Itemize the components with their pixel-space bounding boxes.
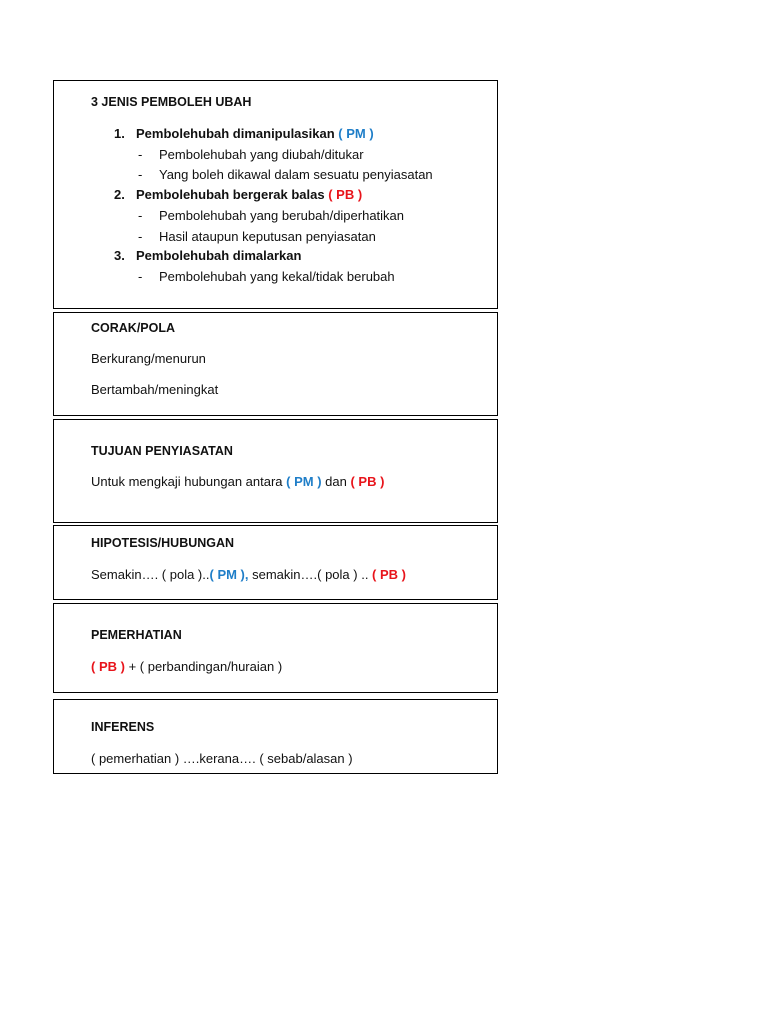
pb-tag: ( PB )	[328, 187, 363, 202]
sub-item: Yang boleh dikawal dalam sesuatu penyiasatan	[159, 167, 433, 182]
item-label: Pembolehubah dimalarkan	[136, 248, 302, 263]
item-number: 2.	[114, 187, 125, 202]
dash-bullet: -	[138, 208, 143, 223]
aim-box	[53, 419, 498, 523]
pb-tag: ( PB )	[91, 659, 125, 674]
observation-box	[53, 603, 498, 693]
pattern-increasing: Bertambah/meningkat	[91, 382, 219, 397]
observation-title: PEMERHATIAN	[91, 628, 182, 642]
aim-text-and: dan	[321, 474, 351, 489]
dash-bullet: -	[138, 229, 143, 244]
variables-box	[53, 80, 498, 309]
sub-item: Pembolehubah yang diubah/ditukar	[159, 147, 364, 162]
pattern-title: CORAK/POLA	[91, 321, 176, 335]
inference-box	[53, 699, 498, 774]
aim-statement	[91, 474, 384, 489]
observation-statement	[91, 659, 282, 674]
aim-title: TUJUAN PENYIASATAN	[91, 444, 233, 458]
inference-statement: ( pemerhatian ) ….kerana…. ( sebab/alasan )	[91, 751, 353, 766]
item-number: 3.	[114, 248, 125, 263]
dash-bullet: -	[138, 167, 143, 182]
sub-item: Pembolehubah yang kekal/tidak berubah	[159, 269, 395, 284]
hypothesis-title: HIPOTESIS/HUBUNGAN	[91, 536, 235, 550]
variables-title: 3 JENIS PEMBOLEH UBAH	[91, 95, 252, 109]
dash-bullet: -	[138, 147, 143, 162]
item-number: 1.	[114, 126, 125, 141]
hypothesis-statement	[91, 567, 406, 582]
pattern-decreasing: Berkurang/menurun	[91, 351, 206, 366]
pm-tag: ( PM ),	[209, 567, 249, 582]
hypothesis-text-2: semakin….( pola ) ..	[248, 567, 373, 582]
sub-item: Hasil ataupun keputusan penyiasatan	[159, 229, 376, 244]
pb-tag: ( PB )	[372, 567, 406, 582]
item-label	[136, 187, 362, 202]
item-label	[136, 126, 374, 141]
hypothesis-text: Semakin…. ( pola )..	[91, 567, 210, 582]
pm-tag: ( PM )	[338, 126, 374, 141]
item-label-text: Pembolehubah dimanipulasikan	[136, 126, 335, 141]
dash-bullet: -	[138, 269, 143, 284]
inference-title: INFERENS	[91, 720, 155, 734]
pb-tag: ( PB )	[350, 474, 385, 489]
hypothesis-box	[53, 525, 498, 600]
aim-text: Untuk mengkaji hubungan antara	[91, 474, 287, 489]
pm-tag: ( PM )	[286, 474, 322, 489]
item-label-text: Pembolehubah bergerak balas	[136, 187, 325, 202]
sub-item: Pembolehubah yang berubah/diperhatikan	[159, 208, 405, 223]
pattern-box	[53, 312, 498, 416]
observation-text: + ( perbandingan/huraian )	[124, 659, 283, 674]
